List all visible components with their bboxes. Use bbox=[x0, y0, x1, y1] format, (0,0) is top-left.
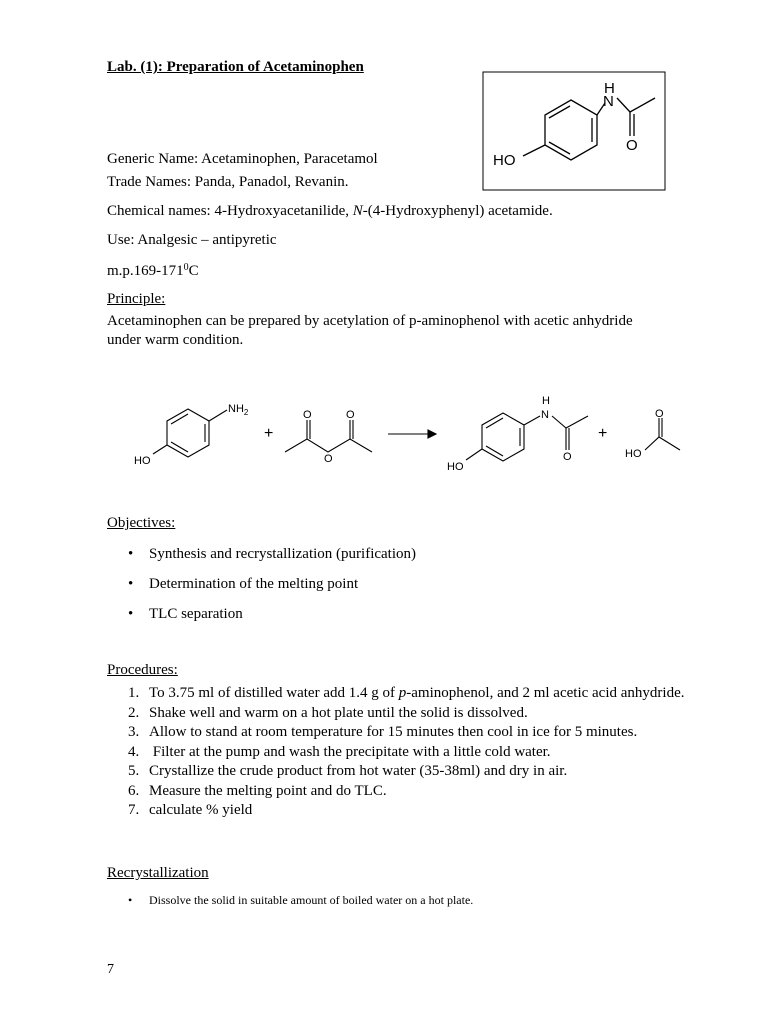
objectives-heading: Objectives: bbox=[107, 515, 176, 531]
plus-sign-2: + bbox=[598, 425, 608, 442]
recrystallization-heading: Recrystallization bbox=[107, 865, 209, 881]
nh2-label: $NH_2$ bbox=[228, 403, 249, 417]
reaction-scheme bbox=[0, 390, 768, 490]
trade-names: Trade Names: Panda, Panadol, Revanin. bbox=[107, 174, 349, 190]
page-number: 7 bbox=[107, 962, 114, 977]
acetic-acid-ho-label: HO bbox=[625, 448, 642, 460]
page-title: Lab. (1): Preparation of Acetaminophen bbox=[107, 59, 364, 75]
ho-label: HO bbox=[493, 152, 516, 169]
principle-line-1: Acetaminophen can be prepared by acetylation of p-aminophenol with acetic anhydride bbox=[107, 313, 633, 329]
chemical-names: Chemical names: 4-Hydroxyacetanilide, N-(4-Hydroxyphenyl) acetamide. bbox=[107, 203, 553, 219]
anhydride-o1-label: O bbox=[303, 409, 312, 421]
nh-n-label: N bbox=[603, 93, 614, 110]
objective-item: • Synthesis and recrystallization (purification) bbox=[107, 545, 416, 575]
use-line: Use: Analgesic – antipyretic bbox=[107, 232, 277, 248]
procedure-step: 4. Filter at the pump and wash the precipitate with a little cold water. bbox=[128, 743, 551, 760]
procedures-list bbox=[107, 684, 693, 821]
procedure-step: 3. Allow to stand at room temperature for 15 minutes then cool in ice for 5 minutes. bbox=[128, 724, 638, 740]
procedure-step: 5. Crystallize the crude product from hot water (35-38ml) and dry in air. bbox=[128, 763, 568, 779]
procedure-step: 1. To 3.75 ml of distilled water add 1.4 g of p-aminophenol, and 2 ml acetic acid anhydride. bbox=[128, 685, 685, 701]
ho-label-reactant: HO bbox=[134, 455, 151, 467]
procedure-step: 7. calculate % yield bbox=[128, 802, 253, 818]
objective-item: • TLC separation bbox=[107, 605, 416, 635]
procedure-step: 6. Measure the melting point and do TLC. bbox=[128, 782, 387, 799]
recrystallization-item: • Dissolve the solid in suitable amount of boiled water on a hot plate. bbox=[107, 892, 473, 908]
acetaminophen-structure-box bbox=[0, 0, 768, 200]
product-h-label: H bbox=[542, 395, 550, 407]
objectives-list bbox=[107, 545, 416, 635]
objective-item: • Determination of the melting point bbox=[107, 575, 416, 605]
principle-line-2: under warm condition. bbox=[107, 332, 244, 348]
procedure-step: 2. Shake well and warm on a hot plate until the solid is dissolved. bbox=[128, 704, 528, 721]
melting-point: $m.p.169-171^0C$ bbox=[107, 262, 199, 279]
recrystallization-list bbox=[107, 892, 473, 908]
procedures-heading: Procedures: bbox=[107, 662, 178, 678]
carbonyl-o-label: O bbox=[626, 137, 638, 154]
anhydride-bridge-o-label: O bbox=[324, 453, 333, 465]
product-n-label: N bbox=[541, 409, 549, 421]
acetic-acid-o-label: O bbox=[655, 408, 664, 420]
anhydride-o2-label: O bbox=[346, 409, 355, 421]
principle-heading: Principle: bbox=[107, 291, 166, 307]
generic-name: Generic Name: Acetaminophen, Paracetamol bbox=[107, 151, 378, 167]
plus-sign-1: + bbox=[264, 425, 274, 442]
ho-label-product: HO bbox=[447, 461, 464, 473]
product-o-label: O bbox=[563, 451, 572, 463]
nh-h-label: H bbox=[604, 80, 615, 97]
